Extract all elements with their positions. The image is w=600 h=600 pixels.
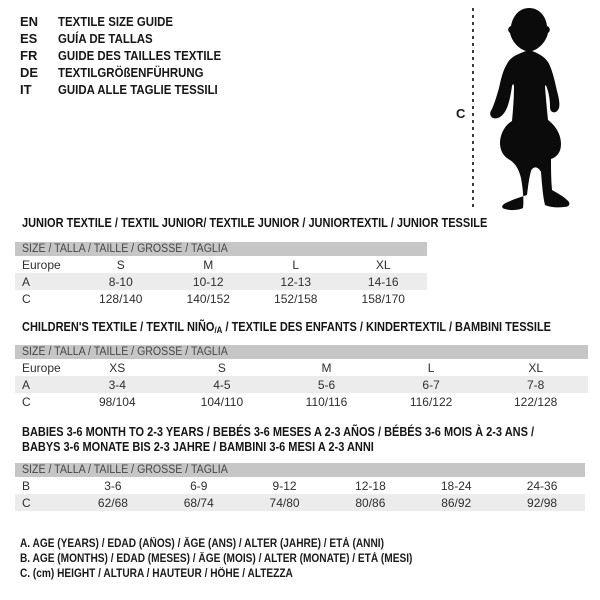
- size-header-band: SIZE / TALLA / TAILLE / GRÖSSE / TAGLIA: [15, 345, 588, 359]
- row-label: C: [22, 394, 31, 409]
- table-row-months: [15, 477, 585, 494]
- row-cell: 116/122: [409, 394, 453, 409]
- language-row-en: [20, 13, 243, 30]
- row-cell: 122/128: [513, 394, 558, 409]
- language-code: FR: [20, 48, 38, 63]
- table-row-age: [15, 376, 588, 393]
- row-cell: 3-6: [104, 478, 122, 493]
- row-label: A: [22, 377, 31, 392]
- language-title: TEXTILE SIZE GUIDE: [58, 14, 174, 29]
- row-cell: 24-36: [526, 478, 558, 493]
- junior-table-title: JUNIOR TEXTILE / TEXTIL JUNIOR/ TEXTILE JUNIOR / JUNIORTEXTIL / JUNIOR TESSILE: [22, 216, 488, 230]
- row-cell: XS: [109, 360, 126, 375]
- row-label: C: [22, 495, 31, 510]
- row-cell: 104/110: [200, 394, 244, 409]
- row-cell: 86/92: [441, 495, 472, 510]
- language-row-es: [20, 30, 243, 47]
- row-cell: 10-12: [192, 274, 224, 289]
- row-cell: 9-12: [272, 478, 297, 493]
- row-cell: 152/158: [274, 291, 318, 306]
- row-label: C: [22, 291, 31, 306]
- row-cell: L: [427, 360, 435, 375]
- language-title: TEXTILGRÖßENFÜHRUNG: [58, 65, 204, 80]
- row-cell: 80/86: [355, 495, 386, 510]
- legend-line-b: B. AGE (MONTHS) / EDAD (MESES) / ÂGE (MOIS) / ALTER (MONATE) / ETÀ (MESI): [20, 553, 413, 566]
- baby-silhouette-icon: [483, 6, 573, 217]
- table-row-europe: [15, 256, 427, 273]
- row-label: Europe: [22, 360, 61, 375]
- height-label: C: [456, 106, 466, 121]
- height-dashed-line: [472, 8, 474, 210]
- row-cell: 12-18: [355, 478, 386, 493]
- children-table-title: CHILDREN'S TEXTILE / TEXTIL NIÑO/A / TEXTILE DES ENFANTS / KINDERTEXTIL / BAMBINI TESSILE: [22, 320, 552, 335]
- language-code: ES: [20, 31, 38, 46]
- row-label: Europe: [22, 257, 61, 272]
- table-row-height: [15, 393, 588, 410]
- row-label: A: [22, 274, 31, 289]
- row-cell: 92/98: [527, 495, 558, 510]
- row-cell: 98/104: [98, 394, 136, 409]
- row-cell: 12-13: [280, 274, 312, 289]
- language-code: IT: [20, 82, 32, 97]
- row-cell: 4-5: [213, 377, 231, 392]
- row-label: B: [22, 478, 31, 493]
- legend-line-c: C. (cm) HEIGHT / ALTURA / HAUTEUR / HÖHE / ALTEZZA: [20, 568, 293, 581]
- row-cell: M: [321, 360, 332, 375]
- children-size-table: [15, 345, 588, 410]
- row-cell: 140/152: [186, 291, 230, 306]
- language-code: EN: [20, 14, 39, 29]
- row-cell: 158/170: [361, 291, 405, 306]
- language-title: GUIDA ALLE TAGLIE TESSILI: [58, 82, 218, 97]
- row-cell: 68/74: [183, 495, 214, 510]
- row-cell: S: [116, 257, 125, 272]
- legend-line-a: A. AGE (YEARS) / EDAD (AÑOS) / ÂGE (ANS) / ALTER (JAHRE) / ETÀ (ANNI): [20, 537, 384, 550]
- row-cell: M: [203, 257, 214, 272]
- row-cell: 128/140: [99, 291, 143, 306]
- language-row-it: [20, 81, 243, 98]
- row-cell: S: [217, 360, 226, 375]
- table-row-height: [15, 290, 427, 307]
- junior-size-table: [15, 242, 427, 307]
- row-cell: 3-4: [108, 377, 126, 392]
- language-row-de: [20, 64, 243, 81]
- row-cell: 18-24: [440, 478, 472, 493]
- legend: [20, 536, 466, 582]
- row-cell: 8-10: [108, 274, 133, 289]
- row-cell: 62/68: [97, 495, 128, 510]
- language-code: DE: [20, 65, 39, 80]
- row-cell: 7-8: [527, 377, 545, 392]
- row-cell: 14-16: [367, 274, 399, 289]
- row-cell: XL: [528, 360, 544, 375]
- table-row-age: [15, 273, 427, 290]
- language-title: GUÍA DE TALLAS: [58, 31, 153, 46]
- babies-size-table: [15, 463, 585, 511]
- language-row-fr: [20, 47, 243, 64]
- table-row-europe: [15, 359, 588, 376]
- table-row-height: [15, 494, 585, 511]
- row-cell: 74/80: [269, 495, 300, 510]
- row-cell: XL: [375, 257, 391, 272]
- babies-table-title-line2: BABYS 3-6 MONATE BIS 2-3 JAHRE / BAMBINI 3-6 MESI A 2-3 ANNI: [22, 440, 374, 454]
- row-cell: L: [292, 257, 300, 272]
- language-title: GUIDE DES TAILLES TEXTILE: [58, 48, 222, 63]
- babies-table-title-line1: BABIES 3-6 MONTH TO 2-3 YEARS / BEBÉS 3-6 MESES A 2-3 AÑOS / BÉBÉS 3-6 MOIS À 2-3 ANS /: [22, 425, 535, 439]
- row-cell: 5-6: [317, 377, 336, 392]
- row-cell: 6-9: [190, 478, 208, 493]
- size-header-band: SIZE / TALLA / TAILLE / GRÖSSE / TAGLIA: [15, 242, 427, 256]
- row-cell: 6-7: [422, 377, 440, 392]
- row-cell: 110/116: [305, 394, 348, 409]
- language-header: [20, 13, 243, 98]
- size-header-band: SIZE / TALLA / TAILLE / GRÖSSE / TAGLIA: [15, 463, 585, 477]
